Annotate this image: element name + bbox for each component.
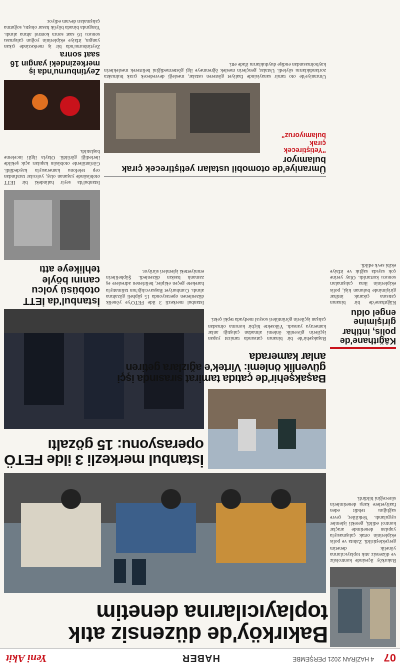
auto-workshop-image [104,83,260,153]
kagithane-body: Kâğıthane'de bir binanın çatısına çıkarak intihar girişiminde bulunan kişi, polis ekiplerinin ikna çalışmaları sonucu kurtarıldı. Olay yerine çok sayıda sağlık ve itfaiye ekibi sevk edildi. [330,261,396,305]
main-photo [4,473,326,593]
iett-headline: İstanbul'da İETT otobüsü yolcu canını böyle tehlikeye attı [23,263,100,306]
feto-body: İstanbul merkezli 3 ilde FETÖ'ye yönelik düzenlenen operasyonda 15 şüpheli gözaltına alındı. Cumhuriyet Başsavcılığı'nın talimatıyla harekete geçen ekipler, belirlenen adreslere eş zamanlı baskın düzenledi. Şüphelilerin emniyetteki işlemleri sürüyor. [106,267,204,305]
issue-date: 4 HAZİRAN 2021 PERŞEMBE [292,655,374,661]
fire-scene-image [4,80,100,130]
feto-headline: İstanbul merkezli 3 ilde FETÖ operasyonu: 15 gözaltı [4,435,204,468]
roof-workers-image [208,389,326,469]
main-headline: Bakırköy'de düzensiz atık toplayıcılarına denetim [68,599,328,647]
main-photo-small [330,567,396,647]
newspaper-logo: Yeni Akit [6,652,47,664]
iett-body: İstanbul'da seyir halindeki bir İETT otobüsünde yaşanan olay, yolcular tarafından cep telefonu kamerasıyla kaydedildi. Görüntülerde otobüsün kapıları açık şekilde ilerlediği görüldü. Olayla ilgili inceleme başlatıldı. [4,147,100,185]
umraniye-body: Ümraniye'de oto tamir sanayisinde faaliyet gösteren ustalar, mesleği devredecek çırak bulmakta zorlandıklarını söyledi. Ustalar, gençlerin meslek öğrenmeye ilgi göstermediğini belirterek mesleklerin kaybolmasından endişe duyduklarını ifade etti. [104,60,326,79]
basaksehir-photo [208,389,326,469]
main-story-body: Bakırköy ilçesinde kontrolsüz ve düzensiz atık toplayıcılarına yönelik denetim gerçekleştirildi. Zabıta ve polis ekiplerinin ortak çalışmasıyla yapılan denetimde araçlar kontrol edildi, gerekli işlemler uygulandı. Yetkililer, çevre sağlığını tehdit eden faaliyetlere karşı denetimlerin süreceğini bildirdi. [330,494,396,563]
umraniye-rule [104,176,326,177]
trucks-photo-image [4,473,326,593]
umraniye-quote: "Yetiştirecek çırak bulamıyoruz" [281,131,326,153]
zeytinburnu-body: Zeytinburnu'nda bir iş merkezinde çıkan yangın, itfaiye ekiplerinin yoğun çalışması sonucu 16 saat sonra kontrol altına alındı. Yangında binada büyük hasar oluştu, soğutma çalışmaları devam ediyor. [4,18,100,49]
zeytinburnu-headline: Zeytinburnu'nda iş merkezindeki yangın 16 saat sonra [10,50,100,76]
umraniye-photo [104,83,260,153]
masthead [0,648,400,665]
basaksehir-headline: Başakşehir'de çatıda tamirat sırasında işçi güvenlik önlemi: Virtek'e ağızlara getiren anlar kamerada [117,349,326,384]
street-scene-image [330,567,396,647]
page-number: 07 [383,651,396,663]
zeytinburnu-photo [4,80,100,130]
kagithane-rule [330,347,396,349]
iett-photo [4,190,100,260]
section-label: HABER [181,652,220,663]
basaksehir-body: Başakşehir'de bir binanın çatısında tamirat yapan işçilerin güvenlik önlemi almadan çalıştığı anlar kameraya yansıdı. Yüksekte hiçbir koruma olmadan çalışan işçilerin görüntüleri sosyal medyada tepki çekti. [208,316,326,341]
kagithane-headline: Kâğıthane'de polis, intihar girişimine engel oldu [339,307,396,346]
bus-interior-image [4,190,100,260]
umraniye-headline: Ümraniye'de otomobil ustaları yetiştirecek çırak bulamıyor [121,154,326,174]
